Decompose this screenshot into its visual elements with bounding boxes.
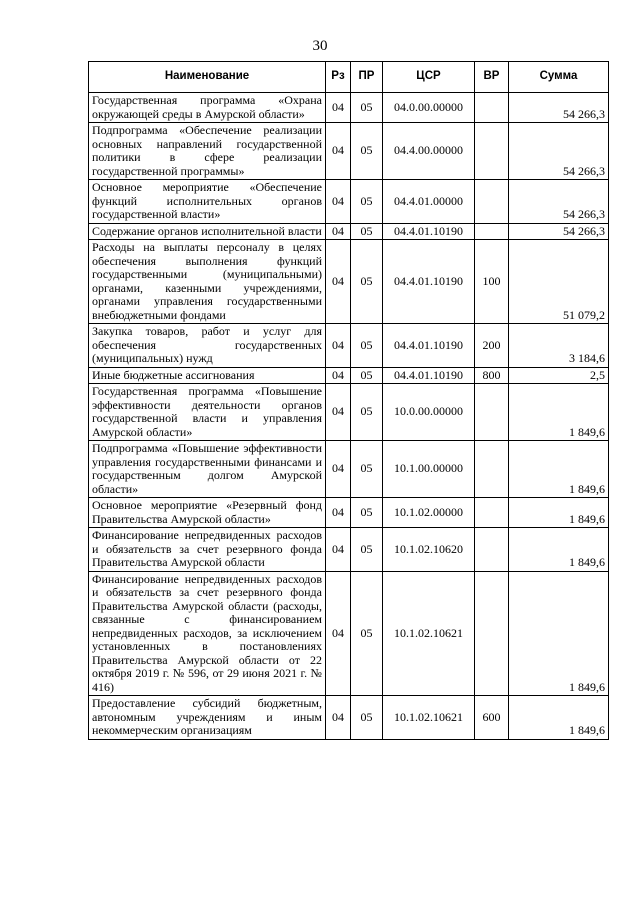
table-header-row: [89, 62, 609, 93]
row-csr: 10.1.02.10621: [383, 696, 475, 740]
row-rz: 04: [326, 223, 351, 240]
row-sum: 3 184,6: [509, 324, 609, 368]
row-vr: [475, 384, 509, 441]
row-name: Финансирование непредвиденных расходов и обязательств за счет резервного фонда Правительства Амурской области (расходы, связанные с финансированием непредвиденных расходов, за исключением установленных в постановлениях Правительства Амурской области от 22 октября 2019 г. № 596, от 29 июня 2021 г. № 416): [89, 571, 326, 696]
row-pr: 05: [351, 123, 383, 180]
table-row: [89, 93, 609, 123]
row-vr: 100: [475, 240, 509, 324]
row-pr: 05: [351, 696, 383, 740]
header-pr: ПР: [351, 62, 383, 93]
table-row: [89, 240, 609, 324]
row-csr: 04.4.01.10190: [383, 324, 475, 368]
row-name: Закупка товаров, работ и услуг для обеспечения государственных (муниципальных) нужд: [89, 324, 326, 368]
row-vr: 200: [475, 324, 509, 368]
row-csr: 10.1.02.10621: [383, 571, 475, 696]
row-rz: 04: [326, 240, 351, 324]
row-sum: 54 266,3: [509, 123, 609, 180]
row-name: Расходы на выплаты персоналу в целях обеспечения выполнения функций государственными (муниципальными) органами, казенными учреждениями, органами управления государственными внебюджетными фондами: [89, 240, 326, 324]
row-name: Подпрограмма «Повышение эффективности управления государственными финансами и государственным долгом Амурской области»: [89, 441, 326, 498]
row-name: Финансирование непредвиденных расходов и обязательств за счет резервного фонда Правительства Амурской области: [89, 528, 326, 572]
row-pr: 05: [351, 324, 383, 368]
table-row: [89, 223, 609, 240]
row-rz: 04: [326, 123, 351, 180]
row-csr: 04.4.01.10190: [383, 223, 475, 240]
table-row: [89, 367, 609, 384]
row-csr: 10.0.00.00000: [383, 384, 475, 441]
table-row: [89, 696, 609, 740]
table-row: [89, 324, 609, 368]
row-name: Основное мероприятие «Обеспечение функций исполнительных органов государственной власти»: [89, 180, 326, 224]
page-number: 30: [312, 38, 328, 54]
row-rz: 04: [326, 384, 351, 441]
table-row: [89, 384, 609, 441]
row-rz: 04: [326, 367, 351, 384]
row-sum: 2,5: [509, 367, 609, 384]
row-csr: 04.4.01.00000: [383, 180, 475, 224]
row-pr: 05: [351, 93, 383, 123]
row-pr: 05: [351, 384, 383, 441]
row-pr: 05: [351, 498, 383, 528]
row-sum: 1 849,6: [509, 528, 609, 572]
row-vr: [475, 528, 509, 572]
row-rz: 04: [326, 180, 351, 224]
row-sum: 54 266,3: [509, 93, 609, 123]
row-vr: [475, 93, 509, 123]
row-csr: 10.1.02.10620: [383, 528, 475, 572]
row-pr: 05: [351, 528, 383, 572]
row-rz: 04: [326, 441, 351, 498]
row-name: Содержание органов исполнительной власти: [89, 223, 326, 240]
row-name: Иные бюджетные ассигнования: [89, 367, 326, 384]
row-rz: 04: [326, 498, 351, 528]
row-sum: 1 849,6: [509, 384, 609, 441]
row-name: Государственная программа «Повышение эффективности деятельности органов государственной власти и управления Амурской области»: [89, 384, 326, 441]
table-row: [89, 123, 609, 180]
row-csr: 04.4.00.00000: [383, 123, 475, 180]
row-sum: 54 266,3: [509, 180, 609, 224]
header-vr: ВР: [475, 62, 509, 93]
header-name: Наименование: [89, 62, 326, 93]
budget-table: [88, 61, 609, 740]
row-csr: 04.4.01.10190: [383, 240, 475, 324]
row-name: Подпрограмма «Обеспечение реализации основных направлений государственной политики в сфере реализации государственной программы»: [89, 123, 326, 180]
row-vr: [475, 123, 509, 180]
row-vr: [475, 441, 509, 498]
row-sum: 1 849,6: [509, 441, 609, 498]
row-csr: 04.0.00.00000: [383, 93, 475, 123]
table-row: [89, 498, 609, 528]
header-rz: Рз: [326, 62, 351, 93]
row-vr: 600: [475, 696, 509, 740]
row-rz: 04: [326, 324, 351, 368]
header-sum: Сумма: [509, 62, 609, 93]
row-sum: 1 849,6: [509, 498, 609, 528]
row-name: Предоставление субсидий бюджетным, автономным учреждениям и иным некоммерческим организациям: [89, 696, 326, 740]
header-csr: ЦСР: [383, 62, 475, 93]
row-vr: [475, 571, 509, 696]
row-vr: 800: [475, 367, 509, 384]
row-sum: 1 849,6: [509, 571, 609, 696]
row-pr: 05: [351, 571, 383, 696]
table-row: [89, 571, 609, 696]
row-pr: 05: [351, 223, 383, 240]
row-csr: 04.4.01.10190: [383, 367, 475, 384]
row-csr: 10.1.02.00000: [383, 498, 475, 528]
table-row: [89, 441, 609, 498]
row-pr: 05: [351, 240, 383, 324]
row-vr: [475, 223, 509, 240]
row-vr: [475, 498, 509, 528]
row-sum: 51 079,2: [509, 240, 609, 324]
row-pr: 05: [351, 180, 383, 224]
row-sum: 1 849,6: [509, 696, 609, 740]
row-pr: 05: [351, 367, 383, 384]
row-sum: 54 266,3: [509, 223, 609, 240]
row-name: Государственная программа «Охрана окружающей среды в Амурской области»: [89, 93, 326, 123]
row-rz: 04: [326, 93, 351, 123]
row-rz: 04: [326, 696, 351, 740]
row-name: Основное мероприятие «Резервный фонд Правительства Амурской области»: [89, 498, 326, 528]
row-vr: [475, 180, 509, 224]
row-csr: 10.1.00.00000: [383, 441, 475, 498]
table-row: [89, 528, 609, 572]
row-rz: 04: [326, 528, 351, 572]
row-rz: 04: [326, 571, 351, 696]
table-row: [89, 180, 609, 224]
row-pr: 05: [351, 441, 383, 498]
